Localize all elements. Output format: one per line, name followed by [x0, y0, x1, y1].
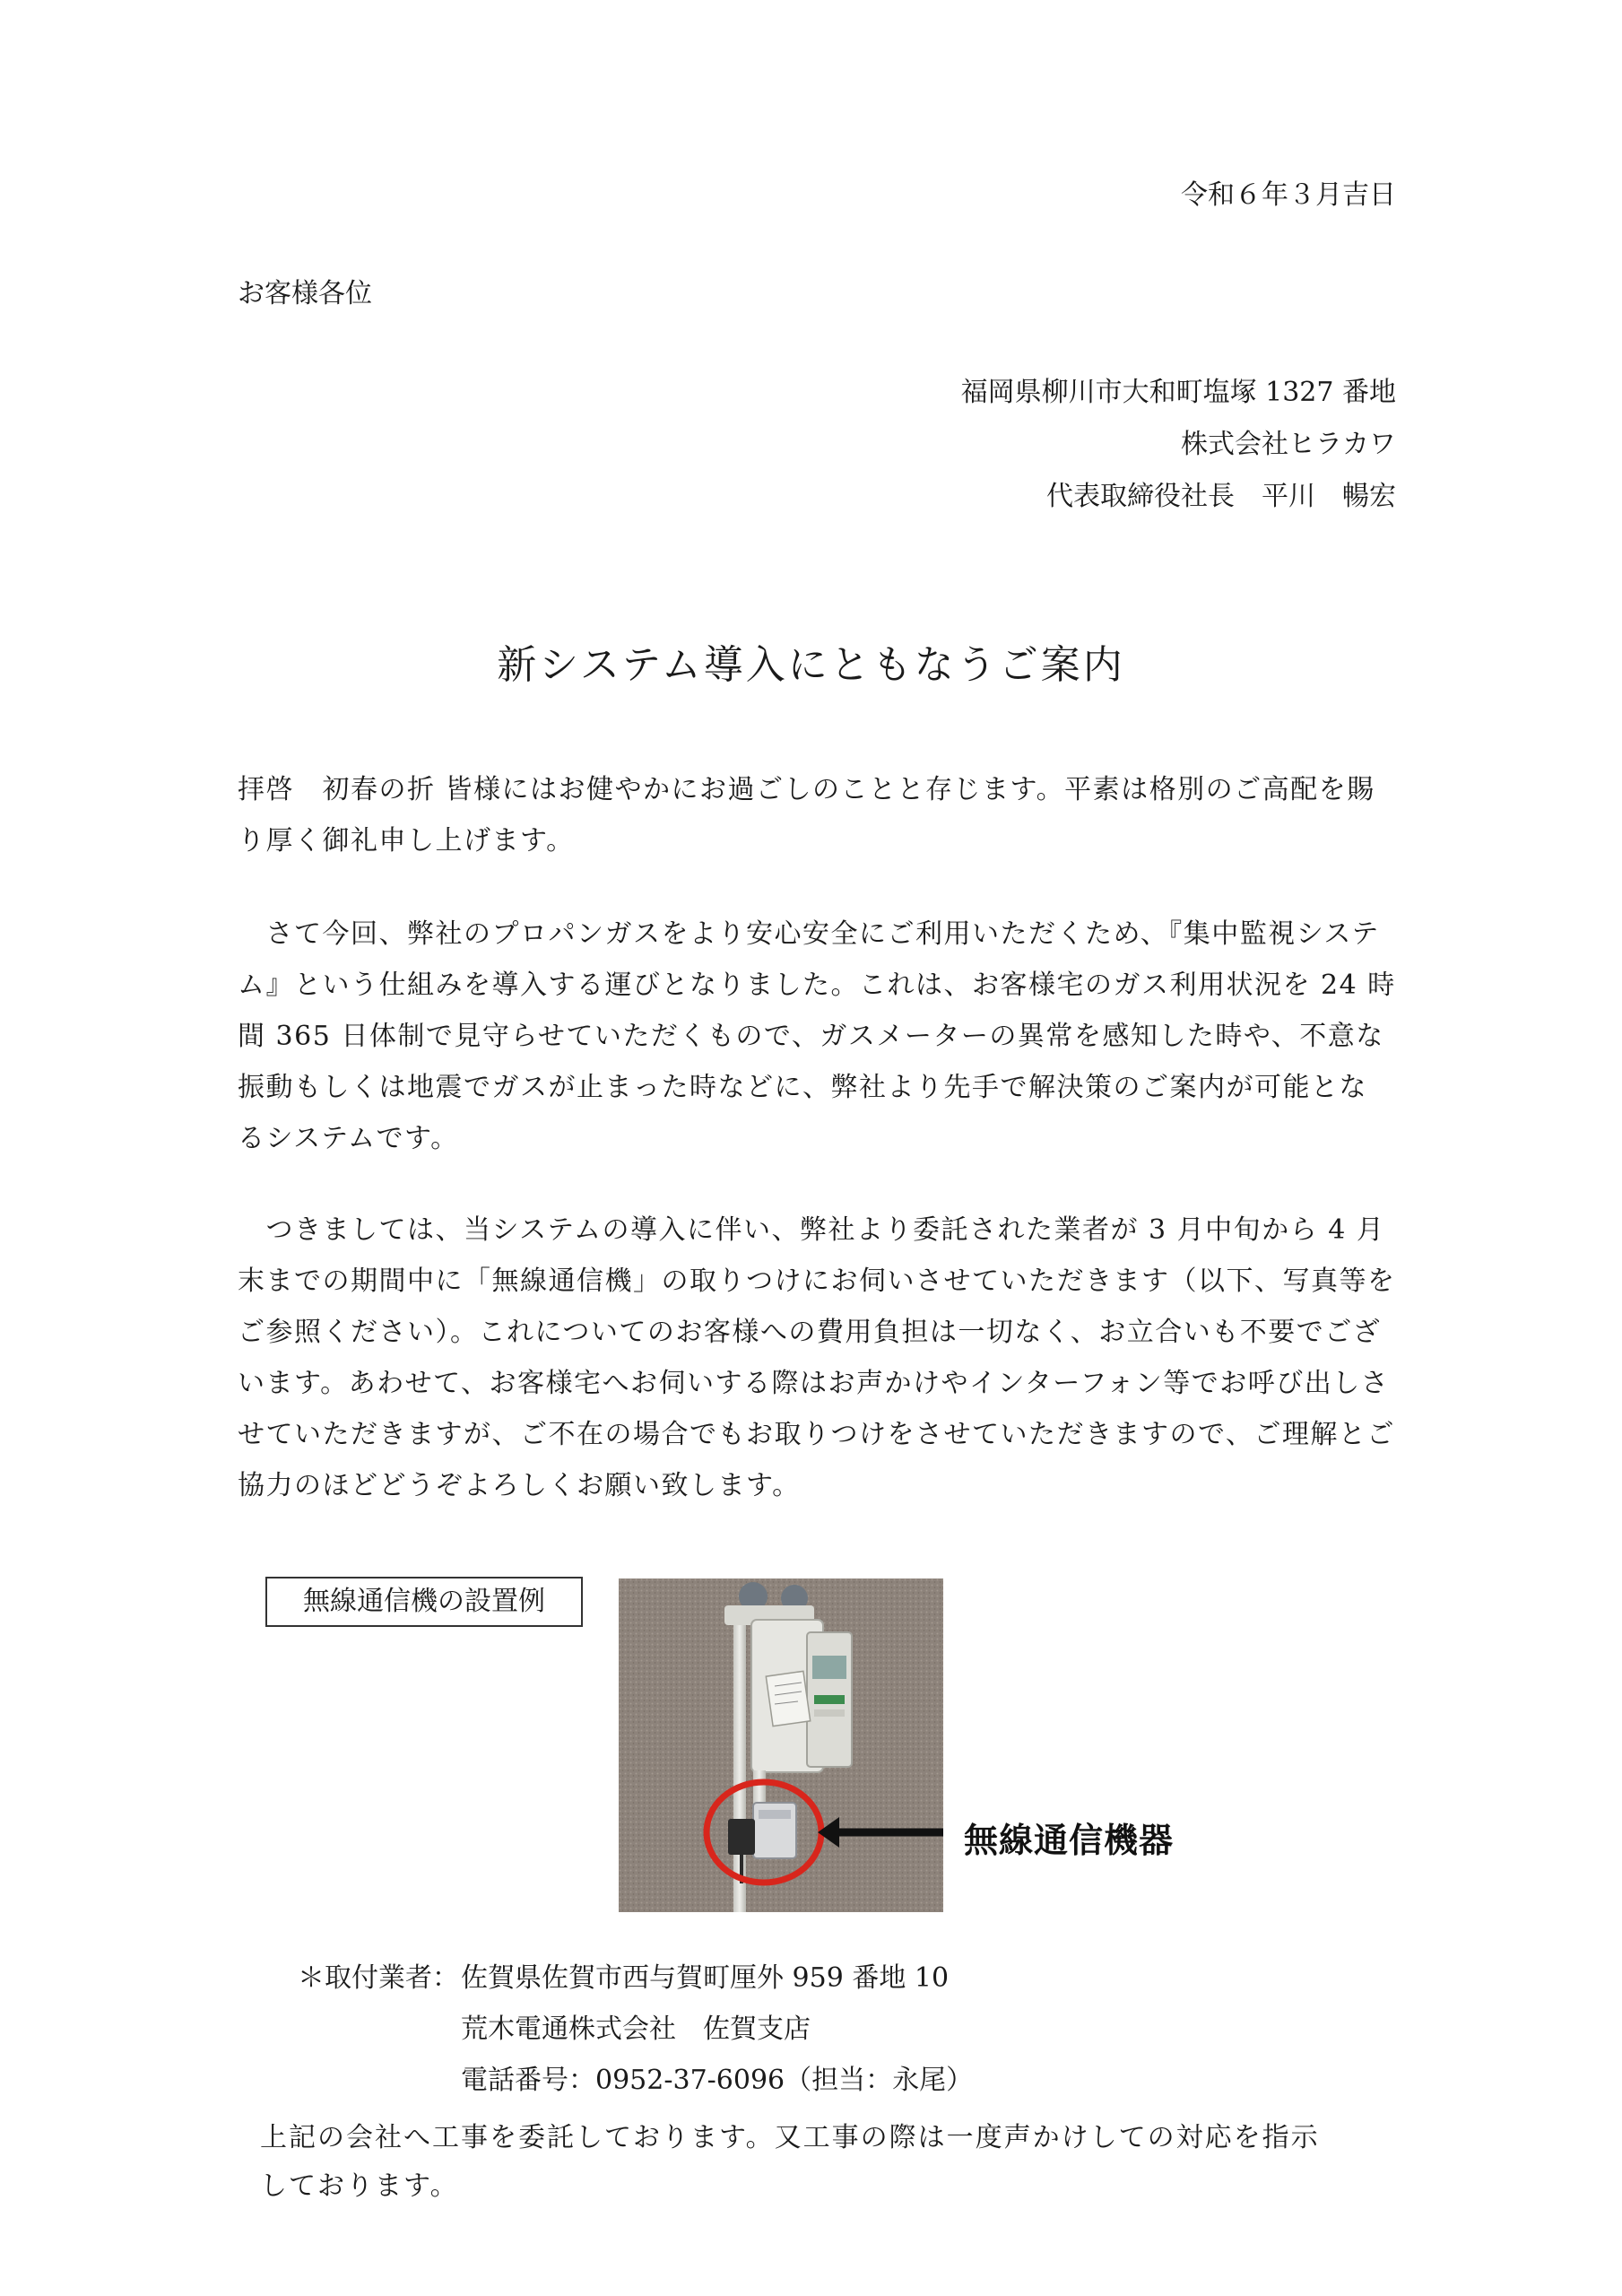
- sender-address: 福岡県柳川市大和町塩塚 1327 番地: [960, 377, 1396, 408]
- contractor-address: 佐賀県佐賀市西与賀町厘外 959 番地 10: [461, 1962, 950, 1994]
- paragraph-line: るシステムです。: [238, 1123, 459, 1154]
- installation-paragraph: [238, 1205, 1399, 1511]
- paragraph-line: ご参照ください）。これについてのお客様への費用負担は一切なく、お立合いも不要でござ: [238, 1317, 1382, 1348]
- issue-date: 令和６年３月吉日: [1181, 179, 1396, 211]
- contractor-company: 荒木電通株式会社 佐賀支店: [461, 2013, 811, 2045]
- paragraph-line: 間 365 日体制で見守らせていただくもので、ガスメーターの異常を感知した時や、不意な: [238, 1021, 1384, 1052]
- gas-meter-illustration: [619, 1578, 943, 1912]
- closing-line: しております。: [260, 2170, 459, 2202]
- closing-line: 上記の会社へ工事を委託しております。又工事の際は一度声かけしての対応を指示: [260, 2122, 1320, 2153]
- document-title: 新システム導入にともなうご案内: [497, 642, 1125, 688]
- contractor-label: ＊取付業者：: [298, 1962, 459, 1994]
- intro-paragraph: [238, 909, 1399, 1164]
- contractor-phone: 電話番号：0952-37-6096（担当：永尾）: [461, 2065, 974, 2096]
- sender-company: 株式会社ヒラカワ: [1181, 429, 1396, 460]
- greeting-paragraph: [238, 764, 1399, 866]
- closing-note: [260, 2114, 1336, 2211]
- paragraph-line: 末までの期間中に「無線通信機」の取りつけにお伺いさせていただきます（以下、写真等を: [238, 1265, 1396, 1297]
- installation-photo: [619, 1578, 943, 1912]
- paragraph-line: 振動もしくは地震でガスが止まった時などに、弊社より先手で解決策のご案内が可能とな: [238, 1072, 1367, 1103]
- paragraph-line: つきましては、当システムの導入に伴い、弊社より委託された業者が 3 月中旬から 4 月: [238, 1214, 1385, 1246]
- paragraph-line: います。あわせて、お客様宅へお伺いする際はお声かけやインターフォン等でお呼び出しさ: [238, 1368, 1390, 1399]
- figure-caption: 無線通信機の設置例: [265, 1577, 583, 1627]
- paragraph-line: さて今回、弊社のプロパンガスをより安心安全にご利用いただくため、『集中監視システ: [238, 918, 1380, 950]
- paragraph-line: り厚く御礼申し上げます。: [238, 825, 575, 857]
- paragraph-line: 拝啓 初春の折 皆様にはお健やかにお過ごしのことと存じます。平素は格別のご高配を賜: [238, 774, 1375, 805]
- paragraph-line: せていただきますが、ご不在の場合でもお取りつけをさせていただきますので、ご理解とご: [238, 1419, 1395, 1450]
- sender-name: 代表取締役社長 平川 暢宏: [1046, 481, 1396, 512]
- paragraph-line: 協力のほどどうぞよろしくお願い致します。: [238, 1470, 801, 1501]
- device-label: 無線通信機器: [964, 1821, 1175, 1860]
- recipient: お客様各位: [238, 278, 372, 309]
- paragraph-line: ム』という仕組みを導入する運びとなりました。これは、お客様宅のガス利用状況を 24 時: [238, 970, 1396, 1001]
